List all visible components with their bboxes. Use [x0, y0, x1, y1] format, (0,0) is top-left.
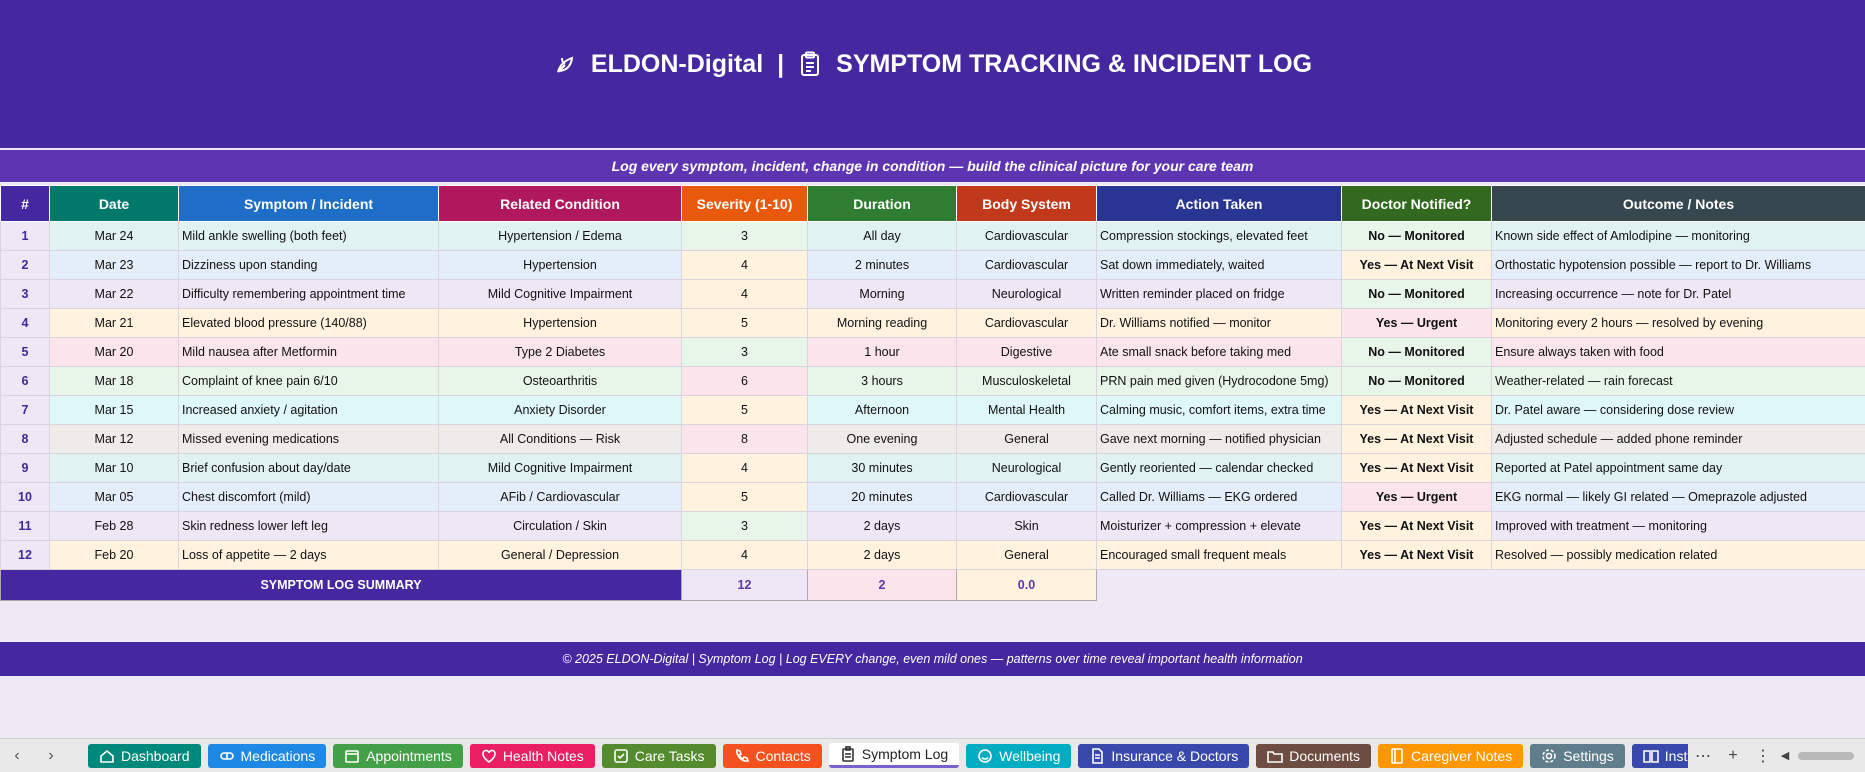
cell-outcome[interactable]: Improved with treatment — monitoring	[1492, 512, 1865, 541]
cell-num[interactable]: 10	[1, 483, 50, 512]
cell-notified[interactable]: No — Monitored	[1342, 338, 1492, 367]
clipboard-icon	[798, 51, 822, 77]
cell-duration[interactable]: 30 minutes	[808, 454, 957, 483]
column-header[interactable]: #	[1, 186, 50, 222]
document-icon	[1089, 748, 1105, 764]
summary-label: SYMPTOM LOG SUMMARY	[1, 570, 682, 601]
table-row	[1, 222, 1865, 251]
cell-date[interactable]: Mar 10	[50, 454, 179, 483]
cell-action[interactable]: PRN pain med given (Hydrocodone 5mg)	[1097, 367, 1342, 396]
notebook-icon	[1389, 748, 1405, 764]
horizontal-scrollbar[interactable]	[1798, 752, 1854, 760]
cell-num[interactable]: 7	[1, 396, 50, 425]
cell-outcome[interactable]: EKG normal — likely GI related — Omeprazole adjusted	[1492, 483, 1865, 512]
cell-notified[interactable]: Yes — Urgent	[1342, 483, 1492, 512]
sheet-tab-insurance-doctors[interactable]	[1078, 744, 1249, 768]
brand-name: ELDON-Digital	[591, 50, 763, 79]
cell-num[interactable]: 4	[1, 309, 50, 338]
cell-condition[interactable]: AFib / Cardiovascular	[439, 483, 682, 512]
cell-num[interactable]: 8	[1, 425, 50, 454]
cell-condition[interactable]: All Conditions — Risk	[439, 425, 682, 454]
table-row	[1, 425, 1865, 454]
cell-num[interactable]: 5	[1, 338, 50, 367]
cell-date[interactable]: Mar 22	[50, 280, 179, 309]
cell-symptom[interactable]: Elevated blood pressure (140/88)	[179, 309, 439, 338]
sheet-menu-icon[interactable]: ⋮	[1748, 746, 1778, 766]
cell-system[interactable]: Cardiovascular	[957, 251, 1097, 280]
table-row	[1, 309, 1865, 338]
cell-num[interactable]: 6	[1, 367, 50, 396]
cell-duration[interactable]: Morning	[808, 280, 957, 309]
cell-severity[interactable]: 5	[682, 309, 808, 338]
cell-notified[interactable]: Yes — At Next Visit	[1342, 396, 1492, 425]
cell-system[interactable]: General	[957, 541, 1097, 570]
cell-outcome[interactable]: Resolved — possibly medication related	[1492, 541, 1865, 570]
column-header[interactable]: Action Taken	[1097, 186, 1342, 222]
sheet-tab-label: Inst	[1665, 748, 1688, 764]
cell-duration[interactable]: 20 minutes	[808, 483, 957, 512]
sheet-tab-bar	[0, 738, 1865, 772]
cell-symptom[interactable]: Mild nausea after Metformin	[179, 338, 439, 367]
cell-symptom[interactable]: Dizziness upon standing	[179, 251, 439, 280]
sheet-tab-appointments[interactable]	[333, 744, 463, 768]
cell-num[interactable]: 2	[1, 251, 50, 280]
column-header[interactable]: Related Condition	[439, 186, 682, 222]
cell-condition[interactable]: Hypertension / Edema	[439, 222, 682, 251]
cell-condition[interactable]: Circulation / Skin	[439, 512, 682, 541]
cell-action[interactable]: Written reminder placed on fridge	[1097, 280, 1342, 309]
cell-severity[interactable]: 6	[682, 367, 808, 396]
cell-system[interactable]: General	[957, 425, 1097, 454]
sheet-tab-label: Appointments	[366, 748, 452, 764]
sheet-tab-label: Settings	[1563, 748, 1614, 764]
cell-system[interactable]: Neurological	[957, 454, 1097, 483]
cell-num[interactable]: 12	[1, 541, 50, 570]
cell-symptom[interactable]: Complaint of knee pain 6/10	[179, 367, 439, 396]
cell-system[interactable]: Neurological	[957, 280, 1097, 309]
cell-action[interactable]: Dr. Williams notified — monitor	[1097, 309, 1342, 338]
sheet-tab-label: Health Notes	[503, 748, 584, 764]
cell-severity[interactable]: 4	[682, 541, 808, 570]
page-title	[553, 50, 1312, 79]
cell-duration[interactable]: One evening	[808, 425, 957, 454]
cell-action[interactable]: Gently reoriented — calendar checked	[1097, 454, 1342, 483]
table-header-row	[1, 186, 1865, 222]
calendar-icon	[344, 748, 360, 764]
cell-system[interactable]: Skin	[957, 512, 1097, 541]
cell-symptom[interactable]: Skin redness lower left leg	[179, 512, 439, 541]
column-header[interactable]: Duration	[808, 186, 957, 222]
cell-date[interactable]: Mar 21	[50, 309, 179, 338]
cell-duration[interactable]: Morning reading	[808, 309, 957, 338]
cell-outcome[interactable]: Monitoring every 2 hours — resolved by evening	[1492, 309, 1865, 338]
cell-duration[interactable]: Afternoon	[808, 396, 957, 425]
cell-date[interactable]: Mar 05	[50, 483, 179, 512]
cell-condition[interactable]: Mild Cognitive Impairment	[439, 280, 682, 309]
cell-symptom[interactable]: Mild ankle swelling (both feet)	[179, 222, 439, 251]
sheet-tab-symptom-log[interactable]	[829, 743, 959, 768]
column-header[interactable]: Severity (1-10)	[682, 186, 808, 222]
cell-system[interactable]: Musculoskeletal	[957, 367, 1097, 396]
book-icon	[1643, 748, 1659, 764]
column-header[interactable]: Date	[50, 186, 179, 222]
table-row	[1, 338, 1865, 367]
cell-symptom[interactable]: Increased anxiety / agitation	[179, 396, 439, 425]
clipboard-icon	[840, 746, 856, 762]
cell-outcome[interactable]: Orthostatic hypotension possible — report to Dr. Williams	[1492, 251, 1865, 280]
sheet-tab-label: Caregiver Notes	[1411, 748, 1512, 764]
sheet-tab-label: Documents	[1289, 748, 1360, 764]
cell-duration[interactable]: All day	[808, 222, 957, 251]
cell-notified[interactable]: Yes — At Next Visit	[1342, 512, 1492, 541]
pill-icon	[219, 748, 235, 764]
cell-notified[interactable]: Yes — At Next Visit	[1342, 425, 1492, 454]
cell-num[interactable]: 9	[1, 454, 50, 483]
sheet-tab-documents[interactable]	[1256, 744, 1371, 768]
gear-icon	[1541, 748, 1557, 764]
cell-action[interactable]: Compression stockings, elevated feet	[1097, 222, 1342, 251]
cell-system[interactable]: Mental Health	[957, 396, 1097, 425]
cell-system[interactable]: Digestive	[957, 338, 1097, 367]
add-sheet-icon[interactable]: +	[1718, 747, 1748, 765]
table-row	[1, 483, 1865, 512]
cell-severity[interactable]: 4	[682, 251, 808, 280]
column-header[interactable]: Symptom / Incident	[179, 186, 439, 222]
cell-severity[interactable]: 4	[682, 280, 808, 309]
sheet-tab-label: Contacts	[756, 748, 811, 764]
checkbox-icon	[613, 748, 629, 764]
cell-duration[interactable]: 3 hours	[808, 367, 957, 396]
sheet-tab-health-notes[interactable]	[470, 744, 595, 768]
sheet-tab-dashboard[interactable]	[88, 744, 201, 768]
cell-severity[interactable]: 5	[682, 483, 808, 512]
summary-empty	[1097, 570, 1865, 601]
cell-date[interactable]: Feb 28	[50, 512, 179, 541]
cell-action[interactable]: Encouraged small frequent meals	[1097, 541, 1342, 570]
sheet-tab-inst[interactable]	[1632, 744, 1688, 768]
cell-severity[interactable]: 3	[682, 338, 808, 367]
column-header[interactable]: Doctor Notified?	[1342, 186, 1492, 222]
sheet-tab-label: Medications	[241, 748, 316, 764]
summary-count[interactable]: 12	[682, 570, 808, 601]
cell-notified[interactable]: No — Monitored	[1342, 222, 1492, 251]
cell-condition[interactable]: Anxiety Disorder	[439, 396, 682, 425]
cell-notified[interactable]: Yes — At Next Visit	[1342, 541, 1492, 570]
cell-symptom[interactable]: Chest discomfort (mild)	[179, 483, 439, 512]
cell-date[interactable]: Mar 20	[50, 338, 179, 367]
cell-symptom[interactable]: Difficulty remembering appointment time	[179, 280, 439, 309]
summary-row	[1, 570, 1865, 601]
scroll-left-icon[interactable]: ◀	[1778, 749, 1792, 762]
cell-outcome[interactable]: Known side effect of Amlodipine — monitoring	[1492, 222, 1865, 251]
column-header[interactable]: Body System	[957, 186, 1097, 222]
cell-condition[interactable]: General / Depression	[439, 541, 682, 570]
prev-sheet-icon[interactable]: ‹	[0, 747, 34, 765]
home-icon	[99, 748, 115, 764]
table-row	[1, 396, 1865, 425]
sheet-tab-label: Symptom Log	[862, 746, 948, 762]
column-header[interactable]: Outcome / Notes	[1492, 186, 1865, 222]
cell-notified[interactable]: Yes — At Next Visit	[1342, 251, 1492, 280]
cell-date[interactable]: Mar 15	[50, 396, 179, 425]
cell-date[interactable]: Mar 23	[50, 251, 179, 280]
table-row	[1, 512, 1865, 541]
table-row	[1, 454, 1865, 483]
cell-severity[interactable]: 3	[682, 222, 808, 251]
cell-notified[interactable]: No — Monitored	[1342, 280, 1492, 309]
table-row	[1, 280, 1865, 309]
table-row	[1, 251, 1865, 280]
cell-notified[interactable]: No — Monitored	[1342, 367, 1492, 396]
title-text: SYMPTOM TRACKING & INCIDENT LOG	[836, 50, 1312, 79]
sheet-tab-label: Dashboard	[121, 748, 190, 764]
cell-duration[interactable]: 2 days	[808, 512, 957, 541]
sheet-tab-label: Wellbeing	[999, 748, 1060, 764]
leaf-icon	[553, 52, 577, 76]
cell-action[interactable]: Moisturizer + compression + elevate	[1097, 512, 1342, 541]
cell-condition[interactable]: Mild Cognitive Impairment	[439, 454, 682, 483]
sheet-tab-wellbeing[interactable]	[966, 744, 1071, 768]
cell-action[interactable]: Gave next morning — notified physician	[1097, 425, 1342, 454]
cell-action[interactable]: Sat down immediately, waited	[1097, 251, 1342, 280]
cell-num[interactable]: 1	[1, 222, 50, 251]
sheet-tab-label: Insurance & Doctors	[1111, 748, 1238, 764]
sheet-tab-care-tasks[interactable]	[602, 744, 716, 768]
cell-system[interactable]: Cardiovascular	[957, 483, 1097, 512]
cell-date[interactable]: Mar 12	[50, 425, 179, 454]
summary-average[interactable]: 0.0	[957, 570, 1097, 601]
cell-action[interactable]: Calming music, comfort items, extra time	[1097, 396, 1342, 425]
table-row	[1, 541, 1865, 570]
table-row	[1, 367, 1865, 396]
phone-icon	[734, 748, 750, 764]
summary-urgent[interactable]: 2	[808, 570, 957, 601]
title-separator: |	[777, 50, 784, 79]
cell-system[interactable]: Cardiovascular	[957, 309, 1097, 338]
cell-date[interactable]: Mar 24	[50, 222, 179, 251]
cell-duration[interactable]: 2 minutes	[808, 251, 957, 280]
cell-severity[interactable]: 8	[682, 425, 808, 454]
cell-symptom[interactable]: Brief confusion about day/date	[179, 454, 439, 483]
cell-outcome[interactable]: Adjusted schedule — added phone reminder	[1492, 425, 1865, 454]
sheet-tab-caregiver-notes[interactable]	[1378, 744, 1523, 768]
cell-action[interactable]: Called Dr. Williams — EKG ordered	[1097, 483, 1342, 512]
cell-outcome[interactable]: Increasing occurrence — note for Dr. Patel	[1492, 280, 1865, 309]
cell-condition[interactable]: Hypertension	[439, 251, 682, 280]
subtitle-bar: Log every symptom, incident, change in condition — build the clinical picture for your care team	[0, 150, 1865, 182]
cell-severity[interactable]: 4	[682, 454, 808, 483]
symptom-table	[0, 185, 1865, 601]
more-sheets-icon[interactable]: ⋯	[1688, 746, 1718, 766]
cell-date[interactable]: Feb 20	[50, 541, 179, 570]
cell-outcome[interactable]: Reported at Patel appointment same day	[1492, 454, 1865, 483]
footer-bar: © 2025 ELDON-Digital | Symptom Log | Log EVERY change, even mild ones — patterns over time reveal important health information	[0, 642, 1865, 676]
cell-action[interactable]: Ate small snack before taking med	[1097, 338, 1342, 367]
cell-duration[interactable]: 1 hour	[808, 338, 957, 367]
cell-outcome[interactable]: Ensure always taken with food	[1492, 338, 1865, 367]
smile-icon	[977, 748, 993, 764]
sheet-tab-medications[interactable]	[208, 744, 327, 768]
cell-symptom[interactable]: Missed evening medications	[179, 425, 439, 454]
cell-severity[interactable]: 3	[682, 512, 808, 541]
sheet-tab-contacts[interactable]	[723, 744, 822, 768]
next-sheet-icon[interactable]: ›	[34, 747, 68, 765]
cell-condition[interactable]: Type 2 Diabetes	[439, 338, 682, 367]
cell-num[interactable]: 3	[1, 280, 50, 309]
cell-outcome[interactable]: Weather-related — rain forecast	[1492, 367, 1865, 396]
folder-icon	[1267, 748, 1283, 764]
cell-condition[interactable]: Hypertension	[439, 309, 682, 338]
sheet-tab-settings[interactable]	[1530, 744, 1625, 768]
cell-condition[interactable]: Osteoarthritis	[439, 367, 682, 396]
cell-system[interactable]: Cardiovascular	[957, 222, 1097, 251]
cell-num[interactable]: 11	[1, 512, 50, 541]
cell-notified[interactable]: Yes — Urgent	[1342, 309, 1492, 338]
cell-symptom[interactable]: Loss of appetite — 2 days	[179, 541, 439, 570]
sheet-tab-label: Care Tasks	[635, 748, 705, 764]
heart-icon	[481, 748, 497, 764]
cell-outcome[interactable]: Dr. Patel aware — considering dose review	[1492, 396, 1865, 425]
header-banner	[0, 0, 1865, 148]
cell-severity[interactable]: 5	[682, 396, 808, 425]
cell-duration[interactable]: 2 days	[808, 541, 957, 570]
cell-date[interactable]: Mar 18	[50, 367, 179, 396]
cell-notified[interactable]: Yes — At Next Visit	[1342, 454, 1492, 483]
